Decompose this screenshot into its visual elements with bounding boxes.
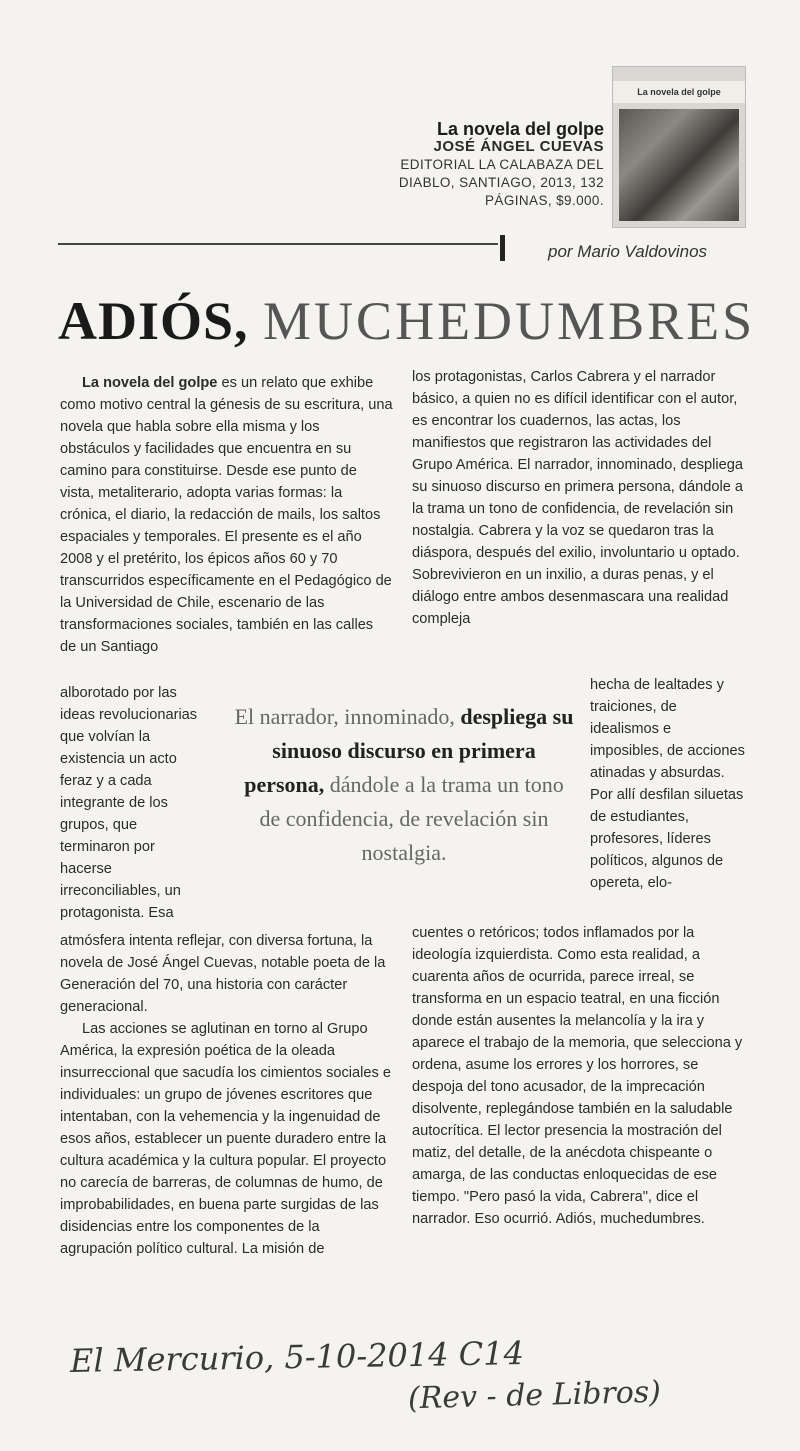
headline [58, 290, 755, 352]
headline-part2: MUCHEDUMBRES [263, 291, 756, 351]
handwritten-annotation: (Rev - de Libros) [407, 1374, 662, 1417]
article-column-left [60, 372, 393, 658]
pull-quote-after: dándole a la trama un tono de confidencia, de revelación sin nostalgia. [259, 772, 564, 865]
article-column-narrow-left [60, 682, 210, 924]
article-column-right-bottom [412, 922, 744, 1230]
paragraph: cuentes o retóricos; todos inflamados por la ideología izquierdista. Como esta realidad, a cuarenta años de ocurrida, parece irreal, se transforma en un espacio teatral, en una ficción donde están ausentes la melancolía y la ira y aparece el trabajo de la memoria, que selecciona y ordena, asume los errores y los horrores, se despoja del tono acusador, de la imprecación disolvente, replegándose también en la saludable autocrítica. El lector presencia la mostración del matiz, del detalle, de la anécdota chispeante o amarga, de las conductas enloquecidas de ese tiempo. "Pero pasó la vida, Cabrera", dice el narrador. Eso ocurrió. Adiós, muchedumbres. [412, 925, 743, 1227]
paragraph: alborotado por las ideas revolucionarias que volvían la existencia un acto feraz y a cada integrante de los grupos, que terminaron por hacerse irreconciliables, un protagonista. Esa [60, 685, 198, 921]
lead-title: La novela del golpe [82, 375, 218, 391]
byline: por Mario Valdovinos [548, 242, 708, 261]
article-column-narrow-right [590, 674, 746, 894]
publisher-line: PÁGINAS, $9.000. [485, 193, 604, 208]
pull-quote [232, 700, 576, 870]
paragraph: atmósfera intenta reflejar, con diversa fortuna, la novela de José Ángel Cuevas, notable poeta de la Generación del 70, una historia con carácter generacional. [60, 933, 386, 1015]
divider [58, 243, 498, 245]
publisher-line: DIABLO, SANTIAGO, 2013, 132 [398, 175, 604, 190]
article-column-left-bottom [60, 930, 393, 1260]
book-cover-image [612, 66, 746, 228]
publisher-line: EDITORIAL LA CALABAZA DEL [400, 157, 604, 172]
headline-part1: ADIÓS, [58, 291, 249, 351]
pull-quote-bold: despliega su sinuoso discurso en primera persona, [244, 704, 574, 797]
book-title: La novela del golpe [436, 119, 604, 139]
paragraph: hecha de lealtades y traiciones, de idealismos e imposibles, de acciones atinadas y absurdas. Por allí desfilan siluetas de estudiantes, profesores, líderes políticos, algunos de opereta, elo- [590, 677, 745, 891]
book-author: JOSÉ ÁNGEL CUEVAS [433, 138, 604, 155]
book-info [399, 120, 604, 210]
handwritten-annotation: El Mercurio, 5-10-2014 C14 [69, 1334, 525, 1380]
paragraph: Las acciones se aglutinan en torno al Grupo América, la expresión poética de la oleada insurreccional que sacudía los cimientos sociales e individuales: un grupo de jóvenes escritores que intentaban, con la vehemencia y la ingenuidad de esos años, establecer un puente duradero entre la cultura académica y la cultura popular. El proyecto no carecía de barreras, de columnas de humo, de improbabilidades, en buena parte surgidas de las disidencias entre los componentes de la agrupación político cultural. La misión de [60, 1021, 391, 1257]
pull-quote-before: El narrador, innominado, [234, 704, 455, 729]
cover-photo [619, 109, 739, 221]
article-column-right [412, 366, 744, 630]
cover-title: La novela del golpe [613, 81, 745, 103]
paragraph: es un relato que exhibe como motivo central la génesis de su escritura, una novela que habla sobre ella misma y los obstáculos y facilidades que encuentra en su camino para constituirse. Desde ese punto de vista, metaliterario, adopta varias formas: la crónica, el diario, la redacción de mails, los saltos espaciales y temporales. El presente es el año 2008 y el pretérito, los épicos años 60 y 70 transcurridos específicamente en el Pedagógico de la Universidad de Chile, escenario de las transformaciones sociales, también en las calles de un Santiago [60, 375, 393, 655]
paragraph: los protagonistas, Carlos Cabrera y el narrador básico, a quien no es difícil identificar con el autor, es encontrar los cuadernos, las actas, los manifiestos que registraron las actividades del Grupo América. El narrador, innominado, despliega su sinuoso discurso en primera persona, dándole a la trama un tono de confidencia, de revelación sin nostalgia. Cabrera y la voz se quedaron tras la diáspora, después del exilio, involuntario u optado. Sobrevivieron en un inxilio, a duras penas, y el diálogo entre ambos desenmascara una realidad compleja [412, 369, 743, 627]
divider-mark [500, 235, 505, 261]
